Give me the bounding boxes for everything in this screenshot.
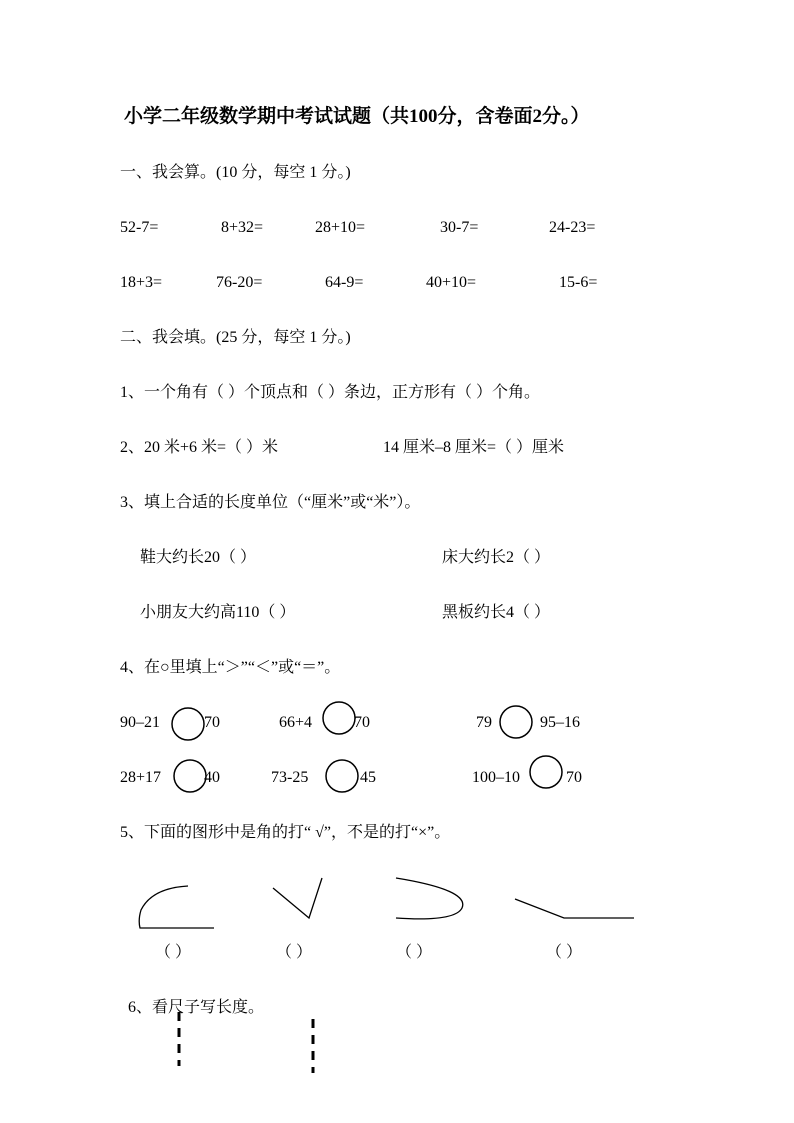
compare-circle[interactable] bbox=[500, 706, 532, 738]
calc-item: 8+32= bbox=[221, 219, 264, 236]
length-unit-item: 黑板约长4（ ） bbox=[442, 604, 551, 621]
section2-heading: 二、我会填。(25 分，每空 1 分。) bbox=[120, 329, 351, 346]
calc-item: 28+10= bbox=[315, 219, 366, 236]
question-2b: 14 厘米–8 厘米=（ ）厘米 bbox=[383, 439, 565, 456]
answer-blank[interactable]: （ ） bbox=[276, 944, 313, 961]
section1-heading: 一、我会算。(10 分，每空 1 分。) bbox=[120, 164, 351, 181]
compare-left: 100–10 bbox=[472, 769, 520, 786]
compare-circle[interactable] bbox=[326, 760, 358, 792]
compare-circle[interactable] bbox=[530, 756, 562, 788]
calc-item: 18+3= bbox=[120, 274, 163, 291]
page-title: 小学二年级数学期中考试试题（共100分，含卷面2分。） bbox=[124, 106, 590, 127]
compare-right: 70 bbox=[566, 769, 582, 786]
answer-blank[interactable]: （ ） bbox=[396, 944, 433, 961]
open-curve-figure bbox=[396, 878, 463, 919]
compare-circle[interactable] bbox=[323, 702, 355, 734]
calc-item: 40+10= bbox=[426, 274, 477, 291]
calc-item: 52-7= bbox=[120, 219, 159, 236]
compare-left: 66+4 bbox=[279, 714, 313, 731]
compare-right: 95–16 bbox=[540, 714, 580, 731]
calc-item: 64-9= bbox=[325, 274, 364, 291]
calc-item: 76-20= bbox=[216, 274, 263, 291]
angle-figure bbox=[273, 878, 322, 918]
question-3: 3、填上合适的长度单位（“厘米”或“米”）。 bbox=[120, 494, 421, 511]
compare-left: 79 bbox=[476, 714, 492, 731]
length-unit-item: 小朋友大约高110（ ） bbox=[140, 604, 296, 621]
compare-right: 45 bbox=[360, 769, 376, 786]
calc-item: 30-7= bbox=[440, 219, 479, 236]
answer-blank[interactable]: （ ） bbox=[546, 944, 583, 961]
length-unit-item: 鞋大约长20（ ） bbox=[140, 549, 257, 566]
question-4: 4、在○里填上“＞”“＜”或“＝”。 bbox=[120, 659, 341, 676]
answer-blank[interactable]: （ ） bbox=[155, 944, 192, 961]
calc-item: 24-23= bbox=[549, 219, 596, 236]
compare-left: 28+17 bbox=[120, 769, 162, 786]
compare-right: 40 bbox=[204, 769, 220, 786]
compare-left: 90–21 bbox=[120, 714, 160, 731]
compare-circle[interactable] bbox=[172, 708, 204, 740]
compare-left: 73-25 bbox=[271, 769, 309, 786]
curved-shape-figure bbox=[139, 886, 214, 928]
length-unit-item: 床大约长2（ ） bbox=[442, 549, 551, 566]
compare-right: 70 bbox=[204, 714, 220, 731]
calc-item: 15-6= bbox=[559, 274, 598, 291]
question-2a: 2、20 米+6 米=（ ）米 bbox=[120, 439, 279, 456]
compare-circle[interactable] bbox=[174, 760, 206, 792]
compare-right: 70 bbox=[354, 714, 370, 731]
question-5: 5、下面的图形中是角的打“ √”，不是的打“×”。 bbox=[120, 824, 451, 841]
question-6: 6、看尺子写长度。 bbox=[128, 999, 265, 1016]
question-1: 1、一个角有（ ）个顶点和（ ）条边，正方形有（ ）个角。 bbox=[120, 384, 541, 401]
bent-line-figure bbox=[515, 899, 634, 918]
